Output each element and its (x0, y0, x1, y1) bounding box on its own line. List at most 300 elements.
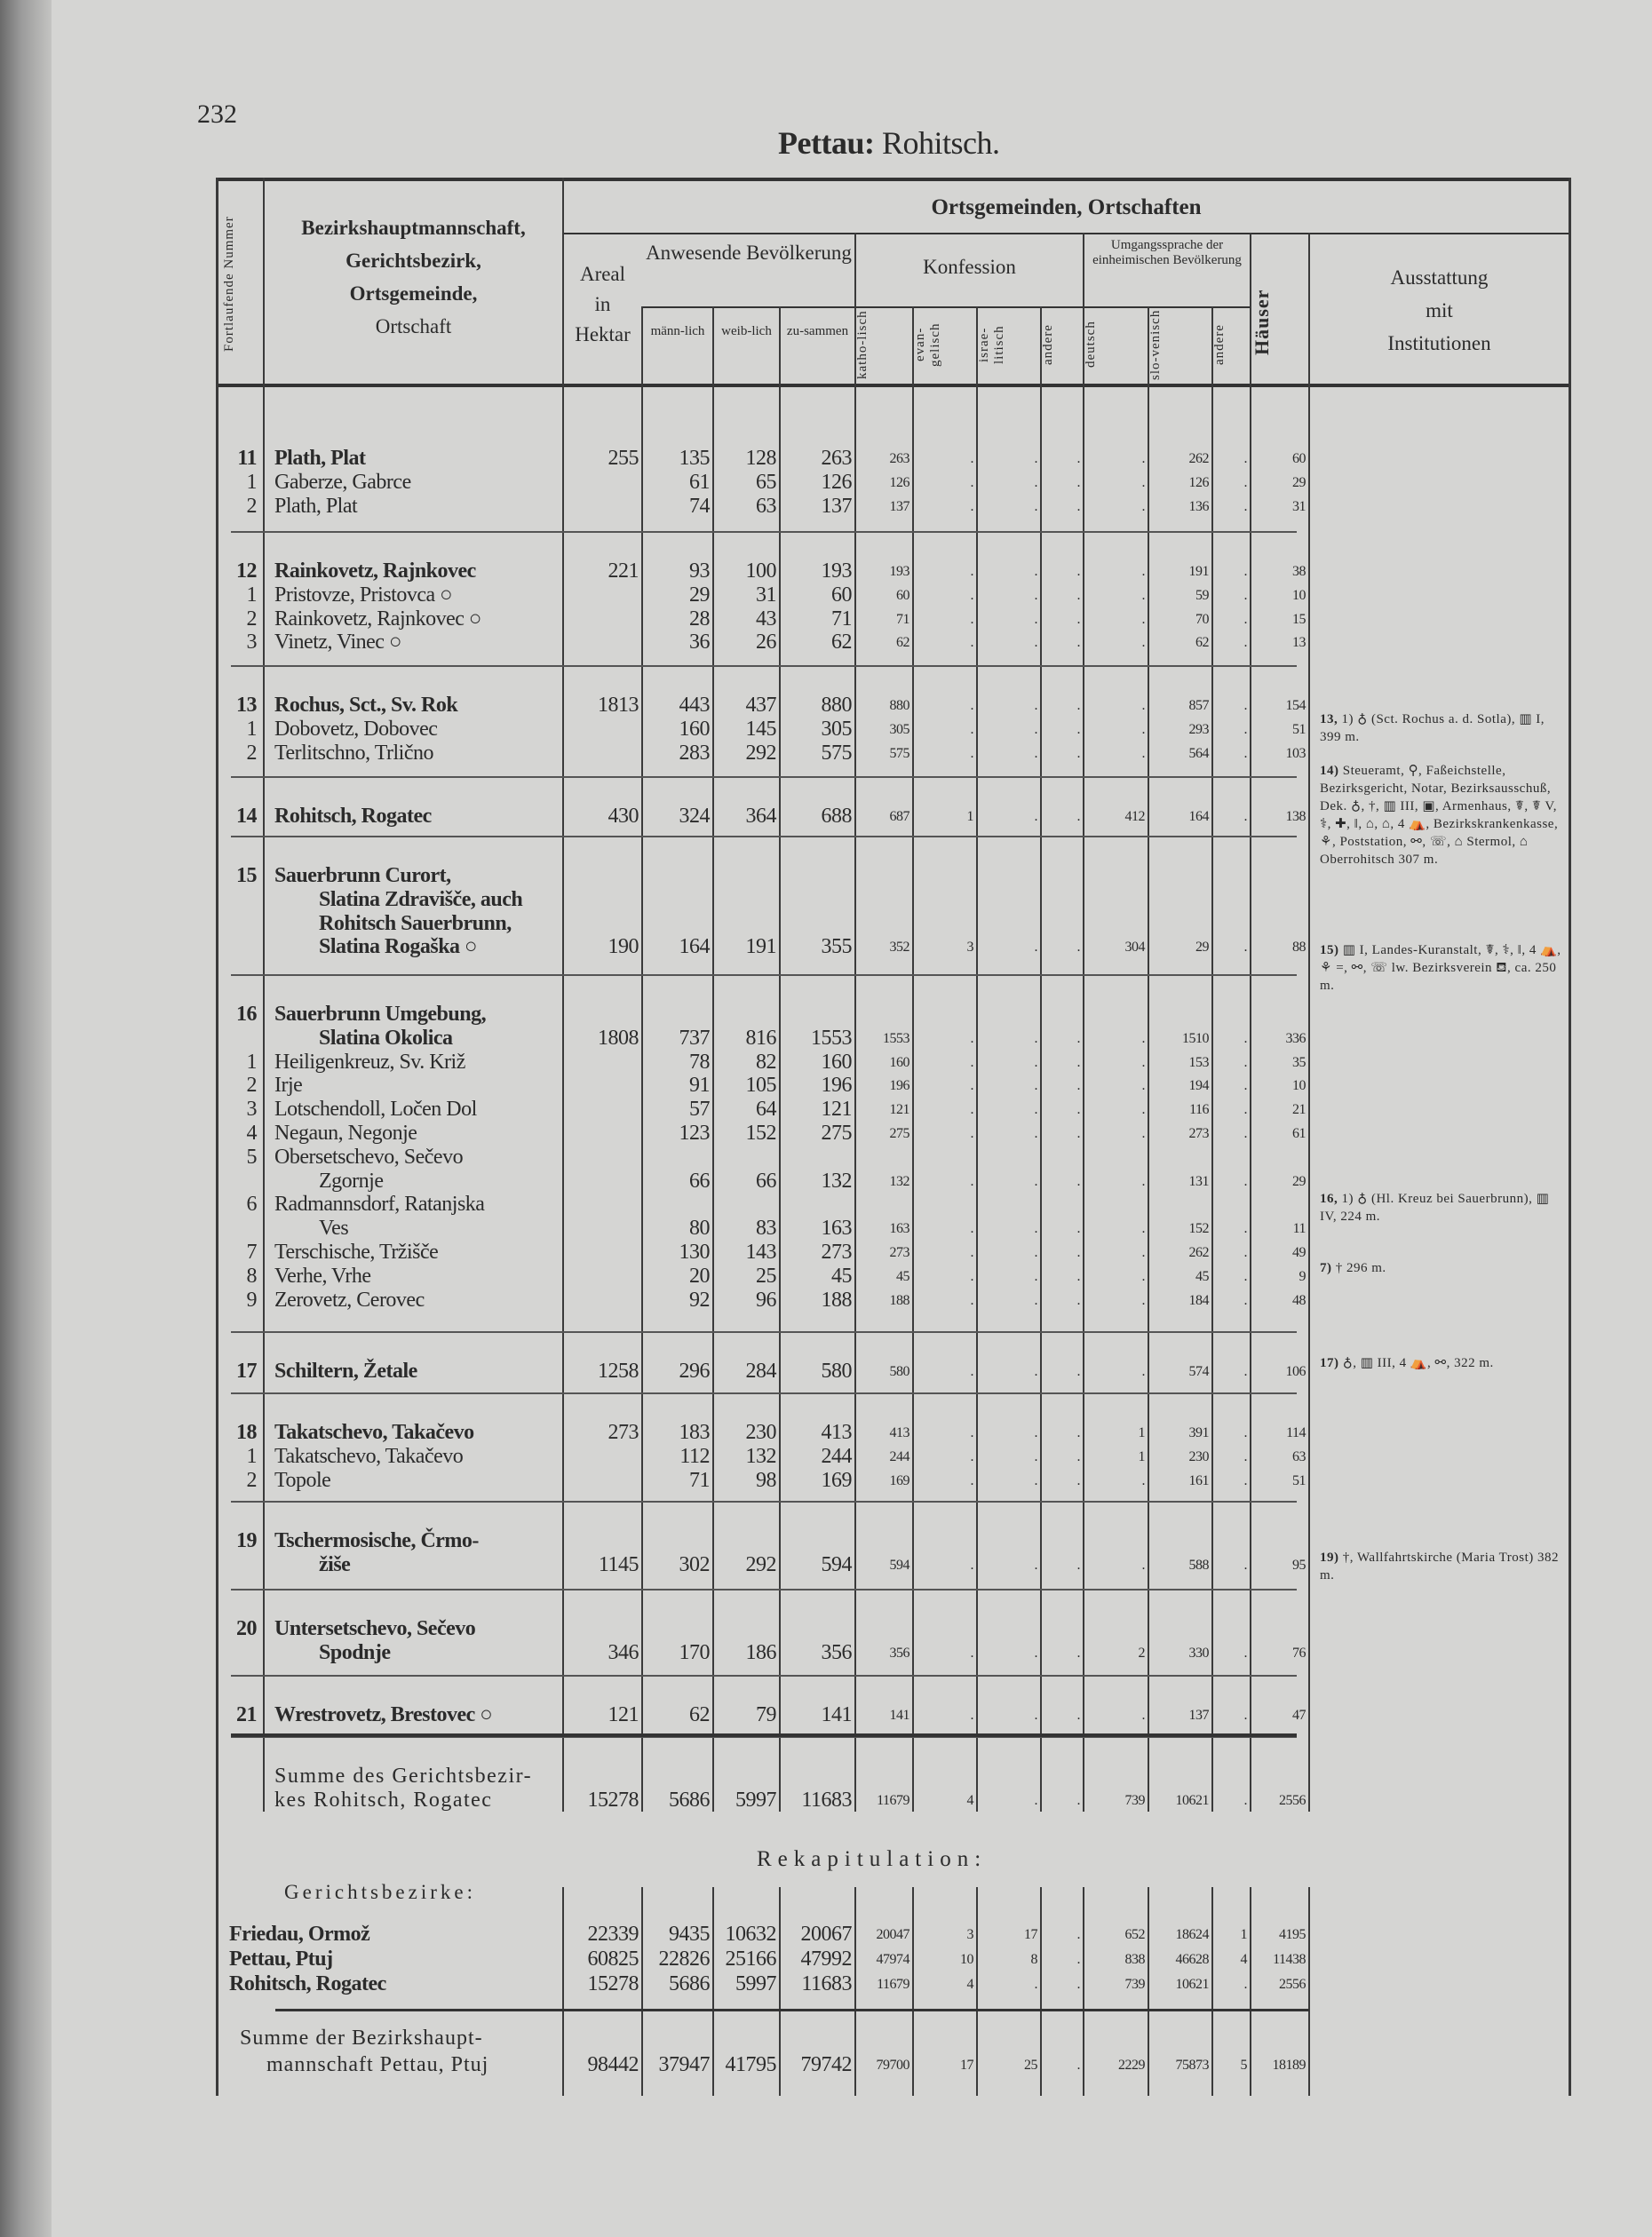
value-cell: . (1034, 635, 1037, 651)
value-cell: 38 (1292, 564, 1306, 579)
value-cell: 9 (1299, 1268, 1306, 1284)
value-cell: 153 (1188, 1054, 1209, 1070)
value-cell: 164 (679, 935, 710, 959)
value-cell: . (1141, 1030, 1145, 1046)
value-cell: 221 (608, 559, 639, 583)
value-cell: 22339 (587, 1923, 639, 1946)
place-name: Sauerbrunn Curort, (274, 864, 451, 887)
value-cell: . (1243, 1448, 1247, 1464)
value-cell: . (1243, 1245, 1247, 1260)
value-cell: . (1034, 611, 1037, 627)
value-cell: . (1034, 1078, 1037, 1094)
value-cell: . (1034, 474, 1037, 490)
value-cell: 574 (1188, 1364, 1209, 1379)
value-cell: 305 (821, 717, 852, 741)
value-cell: 3 (966, 1927, 973, 1942)
note-label: 17) (1320, 1356, 1339, 1370)
recap-district-name: Pettau, Ptuj (229, 1947, 333, 1971)
row-number: 1 (246, 470, 257, 494)
place-name: Wrestrovetz, Brestovec ○ (274, 1703, 493, 1726)
place-name: Negaun, Negonje (274, 1122, 417, 1145)
value-cell: 169 (889, 1472, 909, 1488)
recap-title: Rekapitulation: (757, 1847, 988, 1871)
value-cell (563, 1074, 642, 1098)
value-cell: 5686 (669, 1788, 710, 1812)
value-cell: . (1076, 1102, 1080, 1118)
value-cell: 25 (756, 1264, 776, 1288)
header-lang-col: andere (1212, 324, 1227, 365)
value-cell: 1813 (598, 694, 639, 717)
value-cell: 230 (1188, 1448, 1209, 1464)
value-cell: 48 (1292, 1292, 1306, 1308)
value-cell: 18189 (1272, 2058, 1306, 2073)
value-cell: 66 (689, 1169, 710, 1193)
value-cell: 20047 (876, 1927, 909, 1942)
value-cell: 61 (1292, 1126, 1306, 1141)
value-cell: 11683 (801, 1972, 852, 1995)
value-cell: 66 (756, 1169, 776, 1193)
place-name: Schiltern, Žetale (274, 1360, 417, 1383)
value-cell: 230 (745, 1421, 776, 1444)
place-name: Summe des Gerichtsbezir- (274, 1765, 533, 1788)
table-top-rule (217, 178, 1569, 181)
value-cell: . (1034, 498, 1037, 514)
value-cell: . (1243, 1126, 1247, 1141)
value-cell: 191 (745, 935, 776, 959)
header-pop-col: zu-sammen (786, 324, 849, 338)
value-cell: 152 (745, 1122, 776, 1145)
value-cell: . (1141, 1173, 1145, 1189)
group-separator (231, 1501, 1297, 1503)
row-number: 16 (236, 1003, 257, 1026)
value-cell: 126 (889, 474, 909, 490)
value-cell: . (1034, 698, 1037, 713)
value-cell: . (970, 474, 973, 490)
value-cell: . (1076, 809, 1080, 824)
title-district: Pettau: (778, 125, 875, 161)
value-cell: . (970, 1030, 973, 1046)
place-name: Dobovetz, Dobovec (274, 717, 438, 741)
value-cell: 1145 (598, 1552, 639, 1576)
value-cell: 336 (1285, 1030, 1306, 1046)
value-cell: . (1034, 1268, 1037, 1284)
group-separator (231, 531, 1297, 533)
value-cell: . (1141, 721, 1145, 737)
value-cell: 41795 (725, 2053, 776, 2076)
group-separator (231, 974, 1297, 976)
value-cell: 137 (1188, 1708, 1209, 1723)
value-cell: . (1034, 1364, 1037, 1379)
value-cell: 92 (689, 1288, 710, 1312)
value-cell: 160 (889, 1054, 909, 1070)
value-cell: . (1034, 1792, 1037, 1808)
value-cell: 1 (1240, 1927, 1247, 1942)
facilities-note (1320, 1259, 1561, 1277)
value-cell: 135 (679, 447, 710, 470)
value-cell: . (1076, 1708, 1080, 1723)
value-cell: 163 (821, 1217, 852, 1241)
value-cell: . (970, 1292, 973, 1308)
recap-sum-rule (275, 2009, 1309, 2011)
value-cell (563, 1445, 642, 1469)
value-cell: 346 (608, 1640, 639, 1664)
value-cell: 79742 (800, 2053, 852, 2076)
value-cell: 60 (831, 583, 852, 607)
value-cell: 275 (821, 1122, 852, 1145)
value-cell: 816 (745, 1026, 776, 1050)
value-cell: . (1243, 1425, 1247, 1440)
value-cell: . (1034, 1054, 1037, 1070)
value-cell: 11438 (1273, 1952, 1306, 1967)
value-cell: 105 (745, 1074, 776, 1098)
value-cell: 364 (745, 805, 776, 828)
header-houses: Häuser (1251, 289, 1273, 355)
value-cell: 98 (756, 1468, 776, 1492)
value-cell: . (1034, 1245, 1037, 1260)
group-separator (231, 776, 1297, 778)
value-cell: . (1034, 564, 1037, 579)
note-label: 13, (1320, 712, 1338, 726)
place-name: Lotschendoll, Ločen Dol (274, 1098, 477, 1122)
span-header-rule (563, 233, 1569, 234)
value-cell: 413 (821, 1421, 852, 1444)
place-name: Rohitsch, Rogatec (274, 805, 432, 828)
value-cell: 64 (756, 1098, 776, 1122)
note-label: 7) (1320, 1261, 1332, 1275)
place-name: Rainkovetz, Rajnkovec ○ (274, 607, 481, 631)
place-name: Verhe, Vrhe (274, 1264, 371, 1288)
place-name: Pristovze, Pristovca ○ (274, 583, 453, 607)
value-cell (563, 1217, 642, 1241)
value-cell: 356 (821, 1640, 852, 1664)
value-cell: . (970, 1268, 973, 1284)
header-facilities-line: Ausstattung (1390, 266, 1489, 289)
value-cell: . (1243, 474, 1247, 490)
header-areal-line: in (594, 293, 611, 315)
value-cell: 141 (821, 1703, 852, 1726)
value-cell: . (970, 1708, 973, 1723)
value-cell: 71 (689, 1468, 710, 1492)
place-name: Zgornje (319, 1169, 384, 1193)
value-cell: . (1076, 1126, 1080, 1141)
value-cell: 29 (1195, 940, 1209, 956)
value-cell: 114 (1286, 1425, 1306, 1440)
group-separator (231, 1331, 1297, 1333)
place-name: Spodnje (319, 1640, 391, 1664)
facilities-note (1320, 1190, 1561, 1226)
value-cell: 688 (821, 805, 852, 828)
value-cell: . (1034, 1425, 1037, 1440)
row-number: 13 (236, 694, 257, 717)
value-cell: 17 (960, 2058, 973, 2073)
value-cell: 47992 (800, 1947, 852, 1971)
value-cell: . (1141, 1292, 1145, 1308)
value-cell: 4 (966, 1977, 973, 1992)
value-cell: 116 (1189, 1102, 1209, 1118)
value-cell: 63 (756, 494, 776, 518)
value-cell: 43 (756, 607, 776, 631)
value-cell: 5 (1240, 2058, 1247, 2073)
value-cell: . (1243, 1221, 1247, 1237)
value-cell: . (1141, 451, 1145, 466)
value-cell: . (970, 1245, 973, 1260)
value-cell: 188 (821, 1288, 852, 1312)
place-name: Topole (274, 1468, 331, 1492)
column-rule (216, 178, 218, 1812)
value-cell: . (970, 1078, 973, 1094)
value-cell: . (1034, 1448, 1037, 1464)
value-cell: 296 (679, 1360, 710, 1383)
value-cell: 15 (1292, 611, 1306, 627)
value-cell: 91 (689, 1074, 710, 1098)
header-name-line: Ortsgemeinde, (349, 282, 478, 305)
value-cell: . (1141, 1054, 1145, 1070)
value-cell: 131 (1188, 1173, 1209, 1189)
value-cell: . (1141, 564, 1145, 579)
value-cell: 10 (960, 1952, 973, 1967)
value-cell: 190 (608, 935, 639, 959)
value-cell: . (1076, 451, 1080, 466)
value-cell: . (1141, 698, 1145, 713)
value-cell: 96 (756, 1288, 776, 1312)
value-cell: 164 (1188, 809, 1209, 824)
value-cell: . (1141, 1364, 1145, 1379)
value-cell: . (1076, 745, 1080, 761)
place-name: Rainkovetz, Rajnkovec (274, 559, 476, 583)
place-name: Radmannsdorf, Ratanjska (274, 1193, 485, 1217)
value-cell: 37947 (658, 2053, 710, 2076)
value-cell: 95 (1292, 1557, 1306, 1573)
value-cell: . (1141, 1245, 1145, 1260)
place-name: Rohitsch Sauerbrunn, (319, 911, 512, 935)
value-cell: . (1034, 1977, 1037, 1992)
value-cell: 29 (1292, 1173, 1306, 1189)
value-cell: 79700 (876, 2058, 909, 2073)
value-cell: 59 (1195, 587, 1209, 603)
value-cell: . (1076, 1030, 1080, 1046)
value-cell: . (970, 1054, 973, 1070)
place-name: žiše (319, 1552, 351, 1576)
value-cell: . (970, 564, 973, 579)
value-cell: 193 (821, 559, 852, 583)
value-cell: . (970, 1448, 973, 1464)
row-number: 2 (246, 607, 257, 631)
recap-district-name: Friedau, Ormož (229, 1923, 370, 1946)
value-cell: 687 (889, 809, 909, 824)
value-cell: . (1076, 587, 1080, 603)
row-number: 2 (246, 1468, 257, 1492)
value-cell: . (1141, 1078, 1145, 1094)
value-cell: . (1034, 1292, 1037, 1308)
value-cell: 305 (889, 721, 909, 737)
value-cell: 11679 (877, 1977, 909, 1992)
value-cell: 1808 (598, 1026, 639, 1050)
place-name: Irje (274, 1074, 303, 1098)
row-number: 3 (246, 631, 257, 654)
value-cell: . (1076, 1245, 1080, 1260)
value-cell: . (970, 1364, 973, 1379)
value-cell: 98442 (587, 2053, 639, 2076)
place-name: Vinetz, Vinec ○ (274, 631, 401, 654)
row-number: 15 (236, 864, 257, 887)
value-cell: . (1141, 1102, 1145, 1118)
place-name: Heiligenkreuz, Sv. Križ (274, 1050, 465, 1074)
value-cell: . (1076, 1557, 1080, 1573)
column-rule (1569, 178, 1571, 1812)
value-cell: 169 (821, 1468, 852, 1492)
value-cell: . (970, 1173, 973, 1189)
value-cell: 45 (1195, 1268, 1209, 1284)
value-cell: 82 (756, 1050, 776, 1074)
value-cell: 1510 (1182, 1030, 1209, 1046)
value-cell: 138 (1285, 809, 1306, 824)
value-cell: 196 (821, 1074, 852, 1098)
place-name: Slatina Okolica (319, 1026, 453, 1050)
header-running-number: Fortlaufende Nummer (222, 216, 236, 352)
value-cell: 71 (831, 607, 852, 631)
value-cell: 4 (966, 1792, 973, 1808)
value-cell: 580 (821, 1360, 852, 1383)
value-cell: . (970, 1221, 973, 1237)
value-cell: 194 (1188, 1078, 1209, 1094)
header-conf-col: israe-litisch (977, 325, 1006, 364)
value-cell: 145 (745, 717, 776, 741)
value-cell: 244 (821, 1444, 852, 1468)
value-cell: 5997 (735, 1972, 776, 1995)
value-cell: 575 (821, 741, 852, 765)
value-cell: . (1141, 1126, 1145, 1141)
note-text: ♁, ▥ III, 4 ⛺, ⚯, 322 m. (1342, 1356, 1494, 1370)
place-name: Terlitschno, Trlično (274, 741, 433, 765)
value-cell: . (1243, 698, 1247, 713)
value-cell: 412 (1124, 809, 1145, 824)
group-separator (231, 665, 1297, 667)
value-cell: . (1243, 809, 1247, 824)
value-cell (563, 607, 642, 631)
value-cell: 136 (1188, 498, 1209, 514)
table-outer-rule (1569, 1812, 1571, 2096)
value-cell: . (1076, 1364, 1080, 1379)
value-cell: 186 (745, 1640, 776, 1664)
value-cell: . (970, 1425, 973, 1440)
value-cell: . (1076, 1645, 1080, 1661)
value-cell: 273 (889, 1245, 909, 1260)
value-cell: . (1141, 635, 1145, 651)
value-cell: 75873 (1175, 2058, 1209, 2073)
value-cell: 25 (1024, 2058, 1037, 2073)
value-cell: . (970, 611, 973, 627)
sum-rule (231, 1733, 1297, 1737)
value-cell: 31 (756, 583, 776, 607)
value-cell: 273 (608, 1421, 639, 1444)
row-number: 1 (246, 717, 257, 741)
value-cell: 352 (889, 940, 909, 956)
value-cell: . (1034, 1557, 1037, 1573)
value-cell: 652 (1124, 1927, 1145, 1942)
value-cell: 283 (679, 741, 710, 765)
value-cell: 2229 (1118, 2058, 1145, 2073)
row-number: 6 (246, 1193, 257, 1217)
note-text: 1) ♁ (Hl. Kreuz bei Sauerbrunn), ▥ IV, 224 m. (1320, 1192, 1550, 1224)
value-cell (563, 631, 642, 654)
value-cell: . (1076, 1292, 1080, 1308)
value-cell: 60 (896, 587, 909, 603)
row-number: 17 (236, 1360, 257, 1383)
value-cell: . (1243, 1708, 1247, 1723)
facilities-note (1320, 710, 1561, 746)
value-cell: 20067 (800, 1923, 852, 1946)
value-cell: 80 (689, 1217, 710, 1241)
place-name: Takatschevo, Takačevo (274, 1421, 474, 1444)
recap-total-name: mannschaft Pettau, Ptuj (266, 2053, 489, 2076)
value-cell: 22826 (658, 1947, 710, 1971)
value-cell: . (1076, 1078, 1080, 1094)
note-text: † 296 m. (1335, 1261, 1386, 1275)
value-cell: 132 (745, 1444, 776, 1468)
place-name: Slatina Zdravišče, auch (319, 887, 523, 911)
header-conf-col: evan-gelisch (913, 322, 942, 367)
row-number: 18 (236, 1421, 257, 1444)
value-cell: 244 (889, 1448, 909, 1464)
value-cell (563, 471, 642, 495)
recap-subtitle: Gerichtsbezirke: (284, 1881, 476, 1903)
value-cell: 126 (821, 470, 852, 494)
facilities-note (1320, 1549, 1561, 1584)
value-cell (563, 583, 642, 607)
value-cell: 47974 (876, 1952, 909, 1967)
value-cell: 132 (821, 1169, 852, 1193)
value-cell: 1 (1138, 1425, 1145, 1440)
row-number: 11 (237, 447, 257, 470)
place-name: Zerovetz, Cerovec (274, 1288, 425, 1312)
value-cell: 11683 (801, 1788, 852, 1812)
subheader-rule (642, 306, 1251, 308)
value-cell: 160 (679, 717, 710, 741)
value-cell: . (1243, 1292, 1247, 1308)
value-cell: 121 (608, 1703, 639, 1726)
place-name: Takatschevo, Takačevo (274, 1444, 464, 1468)
value-cell: . (1076, 1054, 1080, 1070)
value-cell: 28 (689, 607, 710, 631)
header-name-line: Bezirkshauptmannschaft, (301, 217, 526, 239)
header-areal-line: Areal (579, 263, 626, 285)
value-cell: . (1141, 587, 1145, 603)
value-cell: 25166 (725, 1947, 776, 1971)
value-cell: . (1243, 611, 1247, 627)
value-cell: . (1243, 1645, 1247, 1661)
value-cell: . (1243, 721, 1247, 737)
note-label: 14) (1320, 764, 1339, 778)
value-cell: 11679 (877, 1792, 909, 1808)
header-lang-col: deutsch (1084, 321, 1098, 369)
book-spine-shadow (0, 0, 52, 2237)
value-cell: . (1141, 474, 1145, 490)
value-cell: . (1034, 809, 1037, 824)
value-cell: . (1034, 587, 1037, 603)
value-cell: 273 (1188, 1126, 1209, 1141)
value-cell: 5997 (735, 1788, 776, 1812)
note-text: 1) ♁ (Sct. Rochus a. d. Sotla), ▥ I, 399 m. (1320, 712, 1545, 744)
value-cell: . (1141, 1221, 1145, 1237)
value-cell: . (970, 635, 973, 651)
value-cell (563, 495, 642, 519)
title-court-district: Rohitsch. (874, 125, 1000, 161)
row-number: 3 (246, 1098, 257, 1122)
value-cell: . (1076, 721, 1080, 737)
value-cell: 304 (1124, 940, 1145, 956)
value-cell: . (1076, 940, 1080, 956)
value-cell: 580 (889, 1364, 909, 1379)
